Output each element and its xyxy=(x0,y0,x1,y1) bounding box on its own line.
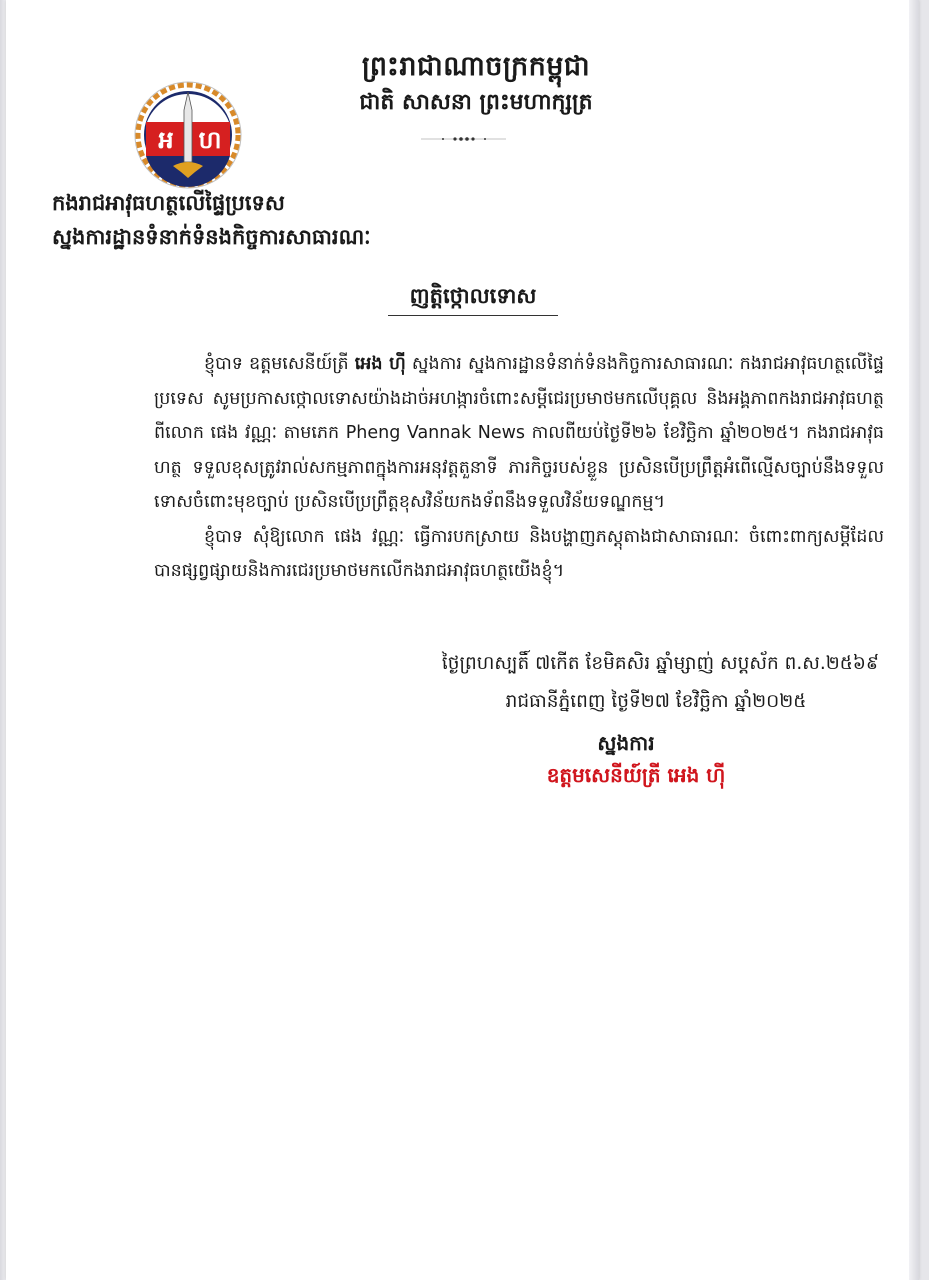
author-name: អេង ហ៊ី xyxy=(354,354,406,374)
national-motto: ជាតិ សាសនា ព្រះមហាក្សត្រ xyxy=(359,90,593,115)
department-name: ស្នងការដ្ឋានទំនាក់ទំនងកិច្ចការសាធារណៈ xyxy=(52,225,371,249)
paragraph-1-intro: ខ្ញុំបាទ ឧត្តមសេនីយ៍ត្រី xyxy=(204,354,355,374)
document-page xyxy=(6,0,919,1280)
document-body xyxy=(154,347,884,589)
paragraph-1-text: ស្នងការ ស្នងការដ្ឋានទំនាក់ទំនងកិច្ចការសាធារណៈ កងរាជអាវុធហត្ថលើផ្ទៃប្រទេស សូមប្រកាសថ្កោលទោសយ៉ាងដាច់អហង្ការចំពោះសម្ដីជេរប្រមាថមកលើបុគ្គល និងអង្គភាពកងរាជអាវុធហត្ថ ពីលោក ផេង វណ្ណៈ តាមភេក Pheng Vannak News កាលពីយប់ថ្ងៃទី២៦ ខែវិច្ឆិកា ឆ្នាំ២០២៥។ កងរាជអាវុធហត្ថ ទទួលខុសត្រូវរាល់សកម្មភាពក្នុងការអនុវត្តតួនាទី ភារកិច្ចរបស់ខ្លួន ប្រសិនបើប្រព្រឹត្តអំពើល្មើសច្បាប់នឹងទទួលទោសចំពោះមុខច្បាប់ ប្រសិនបើប្រព្រឹត្តខុសវិន័យកងទ័ពនឹងទទួលវិន័យទណ្ឌកម្ម។ xyxy=(154,354,885,512)
ornament-divider-icon xyxy=(421,136,506,142)
gendarmerie-emblem-icon xyxy=(133,80,243,190)
paragraph-1 xyxy=(154,347,884,520)
document-title: ញត្តិថ្កោលទោស xyxy=(388,283,558,316)
page-edge-right xyxy=(909,0,919,1280)
lunar-date: ថ្ងៃព្រហស្បតិ៍ ៧កើត ខែមិគសិរ ឆ្នាំម្សាញ់ សប្តស័ក ព.ស.២៥៦៩ xyxy=(441,653,879,674)
paragraph-2: ខ្ញុំបាទ សុំឱ្យលោក ផេង វណ្ណៈ ធ្វើការបកស្រាយ និងបង្ហាញភស្តុតាងជាសាធារណៈ ចំពោះពាក្យសម្ដីដែលបានផ្សព្វផ្សាយនិងការជេរប្រមាថមកលើកងរាជអាវុធហត្ថយើងខ្ញុំ។ xyxy=(154,526,884,581)
signer-name: ឧត្តមសេនីយ៍ត្រី អេង ហ៊ី xyxy=(546,763,726,787)
kingdom-title: ព្រះរាជាណាចក្រកម្ពុជា xyxy=(361,51,591,82)
logo-letter-h: ហ xyxy=(198,126,222,154)
solar-date: រាជធានីភ្នំពេញ ថ្ងៃទី២៧ ខែវិច្ឆិកា ឆ្នាំ២០២៥ xyxy=(505,691,807,712)
logo-letter-a: អ xyxy=(158,126,174,154)
signer-title: ស្នងការ xyxy=(597,731,655,755)
organization-name: កងរាជអាវុធហត្ថលើផ្ទៃប្រទេស xyxy=(52,191,285,215)
